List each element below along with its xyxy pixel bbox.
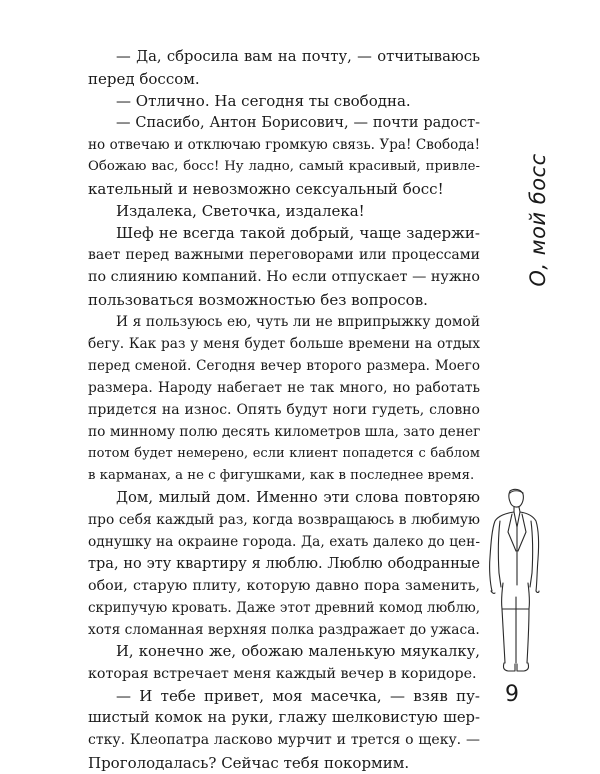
text-line: стку. Клеопатра ласково мурчит и трется о щеку. —	[88, 732, 480, 749]
text-line: которая встречает меня каждый вечер в коридоре.	[88, 666, 477, 683]
page-number: 9	[505, 682, 519, 707]
text-line: перед боссом.	[88, 70, 200, 89]
text-line: придется на износ. Опять будут ноги гудеть, словно	[88, 401, 480, 418]
text-line: шистый комок на руки, глажу шелковистую шер-	[88, 709, 480, 727]
text-line: вает перед важными переговорами или процессами	[88, 247, 480, 264]
text-line: Шеф не всегда такой добрый, чаще задержи-	[116, 224, 480, 243]
text-line: Дом, милый дом. Именно эти слова повторяю	[116, 488, 480, 506]
man-in-suit-illustration	[486, 487, 544, 675]
body-text	[88, 46, 480, 774]
text-line: Обожаю вас, босс! Ну ладно, самый красивый, привле-	[88, 159, 480, 175]
text-line: тра, но эту квартиру я люблю. Люблю ободранные	[88, 556, 480, 573]
text-line: кательный и невозможно сексуальный босс!	[88, 180, 444, 199]
text-line: но отвечаю и отключаю громкую связь. Ура! Свобода!	[88, 137, 480, 154]
text-line: пользоваться возможностью без вопросов.	[88, 290, 428, 309]
text-line: бегу. Как раз у меня будет больше времени на отдых	[88, 335, 480, 352]
text-line: однушку на окраине города. Да, ехать далеко до цен-	[88, 534, 480, 551]
text-line: И я пользуюсь ею, чуть ли не вприпрыжку домой	[116, 313, 480, 330]
text-line: обои, старую плиту, которую давно пора заменить,	[88, 578, 480, 595]
text-line: размера. Народу набегает не так много, но работать	[88, 379, 480, 396]
text-line: по слиянию компаний. Но если отпускает — нужно	[88, 269, 480, 286]
text-line: — Да, сбросила вам на почту, — отчитываюсь	[116, 48, 480, 65]
text-line: — Спасибо, Антон Борисович, — почти радост-	[116, 115, 480, 132]
text-line: по минному полю десять километров шла, зато денег	[88, 423, 481, 440]
text-line: хотя сломанная верхняя полка раздражает до ужаса.	[88, 622, 480, 639]
running-title: О, мой босс	[526, 153, 550, 287]
text-line: — И тебе привет, моя масечка, — взяв пу-	[116, 687, 480, 706]
text-line: в карманах, а не с фигушками, как в последнее время.	[88, 467, 475, 483]
text-line: Проголодалась? Сейчас тебя покормим.	[88, 753, 410, 772]
text-line: про себя каждый раз, когда возвращаюсь в любимую	[88, 511, 480, 528]
text-line: — Отлично. На сегодня ты свободна.	[116, 92, 411, 111]
text-line: И, конечно же, обожаю маленькую мяукалку,	[116, 643, 480, 661]
text-line: потом будет немерено, если клиент попадется с баблом	[88, 445, 480, 461]
text-line: Издалека, Светочка, издалека!	[116, 202, 365, 221]
text-line: скрипучую кровать. Даже этот древний комод люблю,	[88, 600, 480, 617]
text-line: перед сменой. Сегодня вечер второго размера. Моего	[88, 357, 480, 374]
